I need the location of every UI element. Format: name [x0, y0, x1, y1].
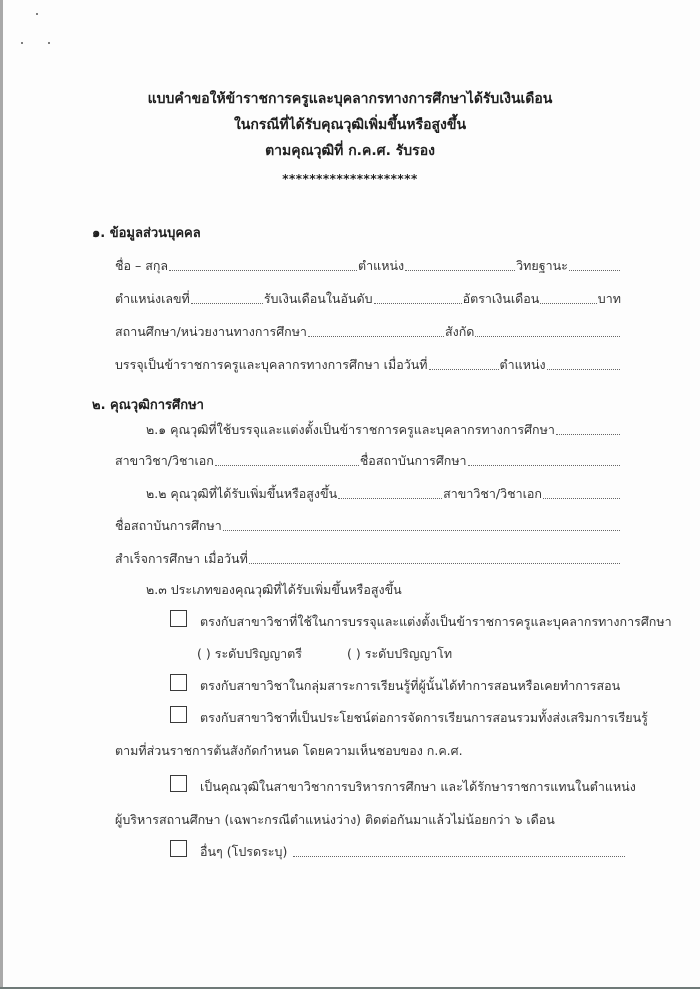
option3-label: ตรงกับสาขาวิชาที่เป็นประโยชน์ต่อการจัดการเรียนการสอนรวมทั้งส่งเสริมการเรียนรู้	[200, 710, 648, 725]
scan-speck	[36, 13, 38, 15]
appointed-date-field[interactable]	[429, 357, 499, 370]
title-separator: ********************	[282, 172, 418, 186]
s22-label: ๒.๒ คุณวุฒิที่ได้รับเพิ่มขึ้นหรือสูงขึ้น	[146, 486, 338, 501]
position-number-field[interactable]	[191, 291, 263, 304]
scan-speck	[48, 42, 50, 44]
position-field[interactable]	[405, 258, 515, 271]
row-school-affiliation	[115, 322, 621, 342]
option4-label: เป็นคุณวุฒิในสาขาวิชาการบริหารการศึกษา และได้รักษาราชการแทนในตำแหน่ง	[200, 779, 636, 794]
position-label: ตำแหน่ง	[358, 258, 405, 273]
option1-text-row	[200, 612, 672, 632]
option5-other-field[interactable]	[293, 844, 625, 857]
s23-label: ๒.๓ ประเภทของคุณวุฒิที่ได้รับเพิ่มขึ้นหรือสูงขึ้น	[146, 582, 402, 597]
s21-major-field[interactable]	[215, 453, 359, 466]
appointed-position-field[interactable]	[547, 357, 620, 370]
appointed-position-label: ตำแหน่ง	[499, 357, 546, 372]
option3-text-row	[200, 708, 648, 728]
option4-text-row	[200, 777, 636, 797]
row-position-number-salary	[115, 289, 621, 309]
option4-continuation-row	[115, 810, 555, 830]
salary-rate-label: อัตราเงินเดือน	[462, 291, 540, 306]
s22-qualification-field[interactable]	[338, 486, 442, 499]
option1-checkbox[interactable]	[170, 610, 187, 627]
row-appointed	[115, 355, 621, 375]
form-title-line-3: ตามคุณวุฒิที่ ก.ค.ศ. รับรอง	[265, 143, 435, 159]
s22-institution-label: ชื่อสถาบันการศึกษา	[115, 518, 222, 533]
name-label: ชื่อ – สกุล	[115, 258, 169, 273]
option3-continuation-row	[115, 741, 463, 761]
affiliation-field[interactable]	[475, 324, 620, 337]
section2-heading: ๒. คุณวุฒิการศึกษา	[92, 398, 204, 413]
s22-institution-field[interactable]	[223, 518, 620, 531]
master-label: ระดับปริญญาโท	[364, 646, 453, 661]
s22-major-field[interactable]	[543, 486, 620, 499]
option2-label: ตรงกับสาขาวิชาในกลุ่มสาระการเรียนรู้ที่ผู้นั้นได้ทำการสอนหรือเคยทำการสอน	[200, 678, 621, 693]
bachelor-label: ระดับปริญญาตรี	[214, 646, 303, 661]
option2-checkbox[interactable]	[170, 674, 187, 691]
s22-graduated-label: สำเร็จการศึกษา เมื่อวันที่	[115, 551, 248, 566]
row-s22	[146, 484, 621, 504]
salary-rate-field[interactable]	[540, 291, 596, 304]
s21-institution-field[interactable]	[468, 453, 620, 466]
row-name-position	[115, 256, 621, 276]
s21-qualification-field[interactable]	[556, 422, 620, 435]
option5-checkbox[interactable]	[170, 840, 187, 857]
academic-standing-field[interactable]	[569, 258, 620, 271]
option5-label: อื่นๆ (โปรดระบุ)	[200, 844, 288, 859]
row-s22-institution	[115, 516, 621, 536]
scan-speck	[21, 42, 23, 44]
s21-label: ๒.๑ คุณวุฒิที่ใช้บรรจุและแต่งตั้งเป็นข้าราชการครูและบุคลากรทางการศึกษา	[146, 422, 555, 437]
salary-level-label: รับเงินเดือนในอันดับ	[263, 291, 373, 306]
affiliation-label: สังกัด	[444, 324, 475, 339]
option3-continuation: ตามที่ส่วนราชการต้นสังกัดกำหนด โดยความเห็นชอบของ ก.ค.ศ.	[115, 743, 463, 758]
master-paren-checkbox[interactable]: ( )	[347, 646, 361, 661]
option4-checkbox[interactable]	[170, 775, 187, 792]
s21-institution-label: ชื่อสถาบันการศึกษา	[359, 453, 467, 468]
school-label: สถานศึกษา/หน่วยงานทางการศึกษา	[115, 324, 307, 339]
academic-standing-label: วิทยฐานะ	[516, 258, 568, 273]
row-s21-major-institution	[115, 451, 621, 471]
degree-bachelor[interactable]	[197, 644, 302, 664]
degree-master[interactable]	[347, 644, 452, 664]
option2-text-row	[200, 676, 620, 696]
option5-text-row	[200, 842, 626, 862]
position-number-label: ตำแหน่งเลขที่	[115, 291, 190, 306]
appointed-date-label: บรรจุเป็นข้าราชการครูและบุคลากรทางการศึกษา เมื่อวันที่	[115, 357, 428, 372]
row-s21	[146, 420, 621, 440]
school-field[interactable]	[308, 324, 444, 337]
section1-heading: ๑. ข้อมูลส่วนบุคคล	[92, 226, 201, 241]
option4-continuation: ผู้บริหารสถานศึกษา (เฉพาะกรณีตำแหน่งว่าง) ติดต่อกันมาแล้วไม่น้อยกว่า ๖ เดือน	[115, 812, 555, 827]
s22-graduated-field[interactable]	[249, 551, 620, 564]
name-field[interactable]	[169, 258, 357, 271]
row-s22-graduated	[115, 549, 621, 569]
row-s23	[146, 580, 402, 600]
option1-label: ตรงกับสาขาวิชาที่ใช้ในการบรรจุและแต่งตั้งเป็นข้าราชการครูและบุคลากรทางการศึกษา	[200, 614, 672, 629]
baht-label: บาท	[597, 291, 621, 306]
bachelor-paren-checkbox[interactable]: ( )	[197, 646, 211, 661]
option3-checkbox[interactable]	[170, 706, 187, 723]
s22-major-label: สาขาวิชา/วิชาเอก	[443, 486, 542, 501]
form-title-line-2: ในกรณีที่ได้รับคุณวุฒิเพิ่มขึ้นหรือสูงขึ้น	[233, 117, 467, 133]
salary-level-field[interactable]	[374, 291, 462, 304]
s21-major-label: สาขาวิชา/วิชาเอก	[115, 453, 214, 468]
form-title-line-1: แบบคำขอให้ข้าราชการครูและบุคลากรทางการศึกษาได้รับเงินเดือน	[147, 91, 553, 107]
